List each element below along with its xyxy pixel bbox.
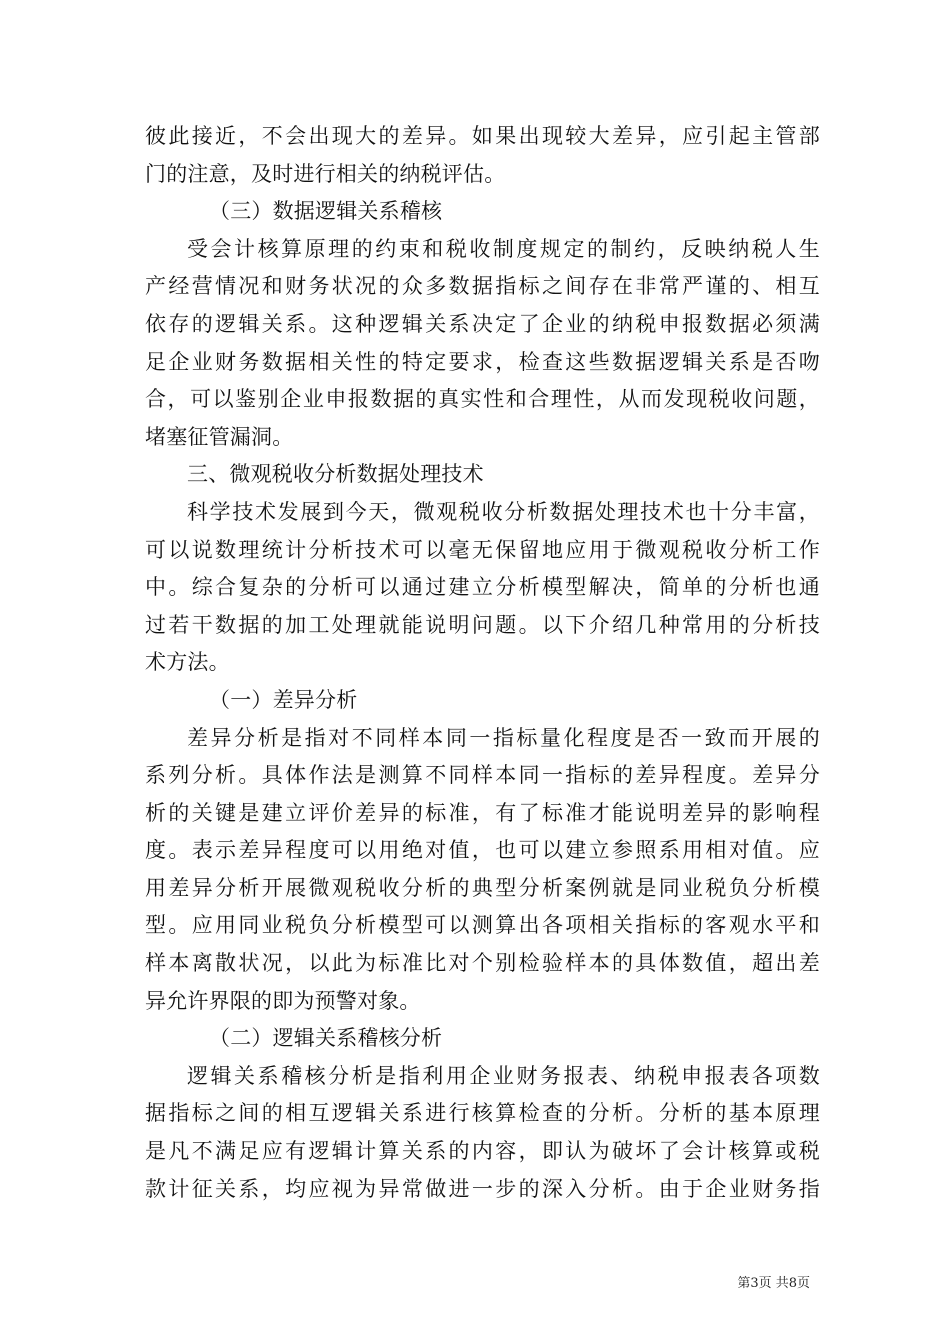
subsection-heading: （一）差异分析 [209,687,358,712]
body-text-line: 合，可以鉴别企业申报数据的真实性和合理性，从而发现税收问题， [145,387,820,412]
body-text-line: 是凡不满足应有逻辑计算关系的内容，即认为破坏了会计核算或税 [145,1139,820,1164]
body-text-line: 可以说数理统计分析技术可以毫无保留地应用于微观税收分析工作 [145,537,820,562]
paragraph-last-line: 术方法。 [145,650,230,675]
body-text-line: 彼此接近，不会出现大的差异。如果出现较大差异，应引起主管部 [145,124,820,148]
subsection-heading: （三）数据逻辑关系稽核 [209,199,443,224]
body-text-line: 产经营情况和财务状况的众多数据指标之间存在非常严谨的、相互 [145,274,820,299]
body-text-line: 度。表示差异程度可以用绝对值，也可以建立参照系用相对值。应 [145,838,820,863]
paragraph-last-line: 堵塞征管漏洞。 [145,424,294,449]
body-text-line: 系列分析。具体作法是测算不同样本同一指标的差异程度。差异分 [145,763,820,788]
body-text-line: 样本离散状况，以此为标准比对个别检验样本的具体数值，超出差 [145,951,820,976]
body-text-line: 足企业财务数据相关性的特定要求，检查这些数据逻辑关系是否吻 [145,349,820,374]
body-text-line: 据指标之间的相互逻辑关系进行核算检查的分析。分析的基本原理 [145,1101,820,1126]
paragraph-first-line: 受会计核算原理的约束和税收制度规定的制约，反映纳税人生 [187,236,820,261]
page-footer: 第3页 共8页 [737,1276,810,1291]
body-text-line: 型。应用同业税负分析模型可以测算出各项相关指标的客观水平和 [145,913,820,938]
section-heading: 三、微观税收分析数据处理技术 [187,462,484,487]
body-text-line: 款计征关系，均应视为异常做进一步的深入分析。由于企业财务指 [145,1176,820,1201]
body-text-line: 过若干数据的加工处理就能说明问题。以下介绍几种常用的分析技 [145,612,820,637]
paragraph-first-line: 逻辑关系稽核分析是指利用企业财务报表、纳税申报表各项数 [187,1063,820,1088]
paragraph-first-line: 科学技术发展到今天，微观税收分析数据处理技术也十分丰富， [187,499,820,524]
paragraph-last-line: 异允许界限的即为预警对象。 [145,988,421,1013]
document-body [145,118,820,1208]
paragraph-last-line: 门的注意，及时进行相关的纳税评估。 [145,161,506,186]
body-text-line: 用差异分析开展微观税收分析的典型分析案例就是同业税负分析模 [145,875,820,900]
body-text-line: 依存的逻辑关系。这种逻辑关系决定了企业的纳税申报数据必须满 [145,311,820,336]
body-text-line: 析的关键是建立评价差异的标准，有了标准才能说明差异的影响程 [145,800,820,825]
body-text-line: 中。综合复杂的分析可以通过建立分析模型解决，简单的分析也通 [145,575,820,600]
paragraph-first-line: 差异分析是指对不同样本同一指标量化程度是否一致而开展的 [187,725,820,750]
subsection-heading: （二）逻辑关系稽核分析 [209,1026,443,1051]
